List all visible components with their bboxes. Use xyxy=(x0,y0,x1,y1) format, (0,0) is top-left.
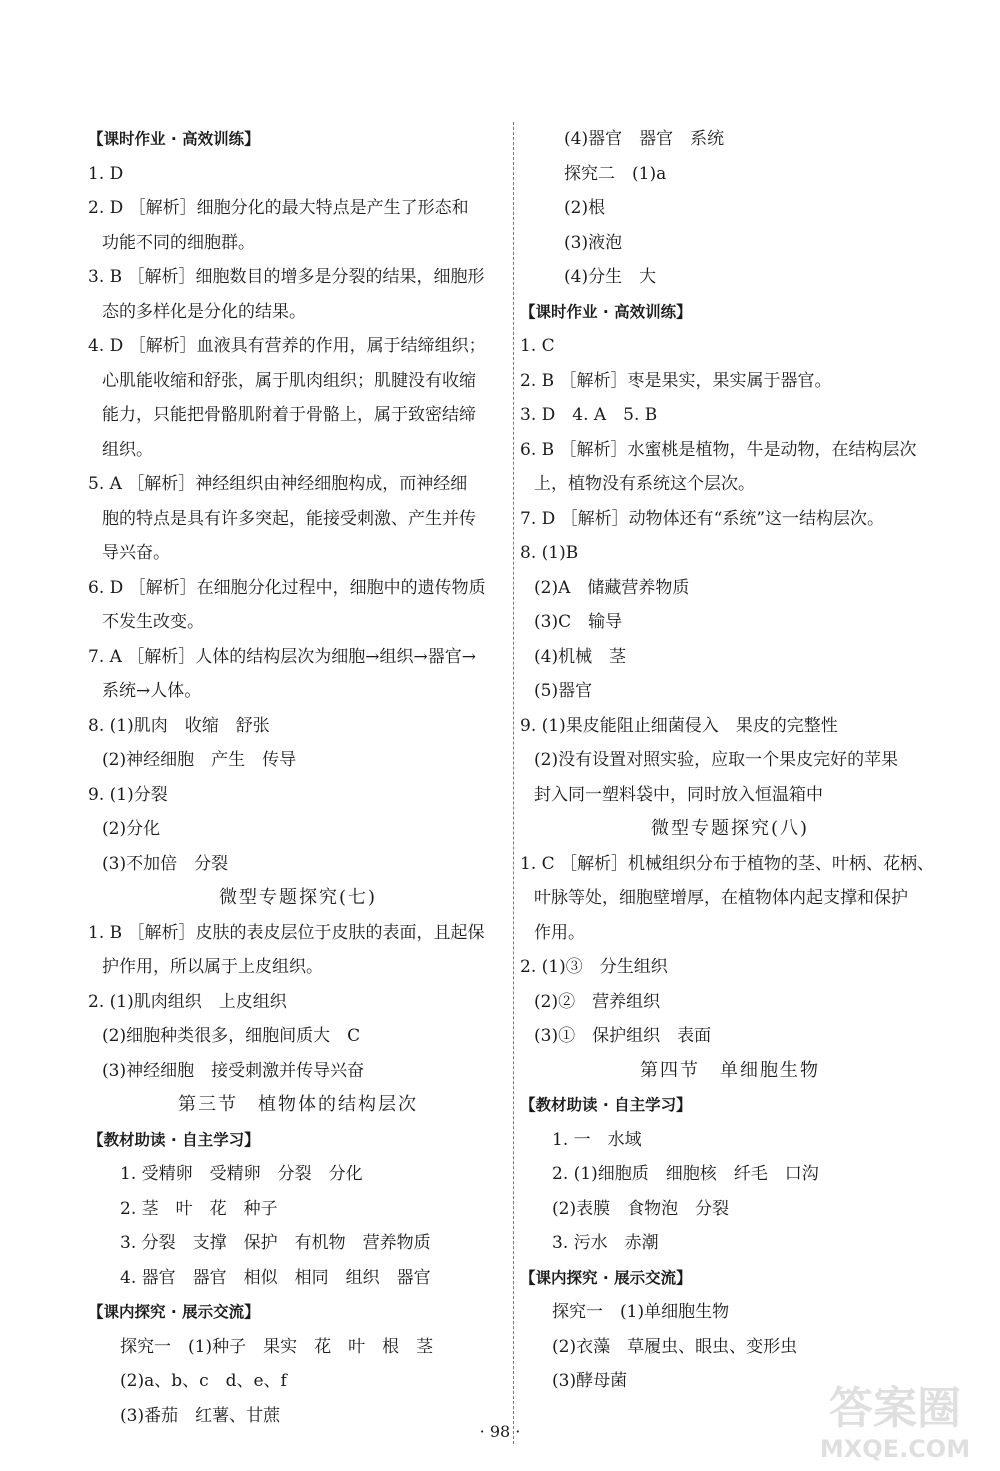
page-number: · 98 · xyxy=(479,1422,521,1441)
answer-line: 心肌能收缩和舒张，属于肌肉组织；肌腱没有收缩 xyxy=(102,370,476,391)
right-column xyxy=(520,122,940,1399)
answer-line: 系统→人体。 xyxy=(102,681,202,701)
answer-line: 8. (1)肌肉 收缩 舒张 xyxy=(88,715,270,736)
answer-line: 不发生改变。 xyxy=(102,612,204,632)
answer-line: 功能不同的细胞群。 xyxy=(102,232,255,253)
answer-line: 1. 受精卵 受精卵 分裂 分化 xyxy=(120,1164,363,1184)
answer-line: (3)① 保护组织 表面 xyxy=(534,1026,712,1046)
answer-line: (3)C 输导 xyxy=(534,612,623,632)
answer-line: 护作用，所以属于上皮组织。 xyxy=(102,957,323,977)
answer-line: 态的多样化是分化的结果。 xyxy=(102,301,306,322)
section-heading: 【教材助读 · 自主学习】 xyxy=(88,1130,260,1149)
answer-line: (4)机械 茎 xyxy=(534,646,627,667)
answer-line: 2. B ［解析］枣是果实，果实属于器官。 xyxy=(520,370,832,391)
section-heading: 【课时作业 · 高效训练】 xyxy=(520,302,692,321)
answer-line: 2. 茎 叶 花 种子 xyxy=(120,1198,278,1219)
answer-line: (2)表膜 食物泡 分裂 xyxy=(552,1198,730,1219)
answer-line: 3. 分裂 支撑 保护 有机物 营养物质 xyxy=(120,1233,431,1253)
section-heading: 【课内探究 · 展示交流】 xyxy=(88,1303,260,1321)
answer-line: 2. D ［解析］细胞分化的最大特点是产生了形态和 xyxy=(88,198,469,218)
answer-line: 1. 一 水域 xyxy=(552,1129,642,1150)
answer-line: 组织。 xyxy=(102,439,153,460)
answer-line: 探究一 (1)单细胞生物 xyxy=(552,1302,730,1322)
answer-line: 3. D 4. A 5. B xyxy=(520,405,658,425)
answer-line: (3)液泡 xyxy=(564,232,623,253)
answer-line: (2)a、b、c d、e、f xyxy=(120,1371,287,1391)
answer-line: 2. (1)细胞质 细胞核 纤毛 口沟 xyxy=(552,1164,819,1184)
answer-line: 5. A ［解析］神经组织由神经细胞构成，而神经细 xyxy=(88,474,468,494)
answer-line: 3. B ［解析］细胞数目的增多是分裂的结果，细胞形 xyxy=(88,267,485,287)
section-title: 第三节 植物体的结构层次 xyxy=(178,1094,418,1115)
answer-line: (4)器官 器官 系统 xyxy=(564,129,725,149)
answer-line: (3)神经细胞 接受刺激并传导兴奋 xyxy=(102,1060,365,1081)
answer-line: 1. D xyxy=(88,163,124,184)
answer-line: (2)细胞种类很多，细胞间质大 C xyxy=(102,1026,361,1046)
watermark-logo xyxy=(800,1375,990,1465)
answer-line: 7. D ［解析］动物体还有“系统”这一结构层次。 xyxy=(520,508,885,529)
answer-line: 9. (1)分裂 xyxy=(88,784,168,805)
watermark-url-text: MXQE.COM xyxy=(819,1435,971,1463)
answer-line: 作用。 xyxy=(534,922,585,943)
answer-line: 2. (1)③ 分生组织 xyxy=(520,957,668,977)
answer-line: 导兴奋。 xyxy=(102,543,170,563)
watermark-logo-text: 答案圈 xyxy=(829,1383,961,1434)
answer-line: 1. C ［解析］机械组织分布于植物的茎、叶柄、花柄、 xyxy=(520,853,935,874)
section-heading: 【课时作业 · 高效训练】 xyxy=(88,130,260,148)
answer-line: 7. A ［解析］人体的结构层次为细胞→组织→器官→ xyxy=(88,646,477,667)
answer-line: (3)酵母菌 xyxy=(552,1371,628,1391)
answer-line: 1. C xyxy=(520,336,555,356)
answer-line: 8. (1)B xyxy=(520,543,579,563)
answer-line: (2)神经细胞 产生 传导 xyxy=(102,750,297,770)
answer-line: (2)衣藻 草履虫、眼虫、变形虫 xyxy=(552,1336,798,1357)
answer-line: 2. (1)肌肉组织 上皮组织 xyxy=(88,991,287,1012)
answer-line: 探究二 (1)a xyxy=(564,163,667,184)
answer-line: (2)没有设置对照实验，应取一个果皮完好的苹果 xyxy=(534,750,899,770)
left-column xyxy=(88,122,508,1433)
answer-line: (2)分化 xyxy=(102,819,161,839)
answer-line: 6. D ［解析］在细胞分化过程中，细胞中的遗传物质 xyxy=(88,577,486,598)
answer-line: (4)分生 大 xyxy=(564,267,657,287)
section-title: 微型专题探究(七) xyxy=(218,887,378,908)
answer-line: 3. 污水 赤潮 xyxy=(552,1233,659,1253)
answer-line: 叶脉等处，细胞壁增厚，在植物体内起支撑和保护 xyxy=(534,888,908,908)
section-heading: 【教材助读 · 自主学习】 xyxy=(520,1096,692,1114)
answer-line: 能力，只能把骨骼肌附着于骨骼上，属于致密结缔 xyxy=(102,405,476,425)
column-divider xyxy=(513,122,514,1444)
answer-line: 4. D ［解析］血液具有营养的作用，属于结缔组织； xyxy=(88,336,486,356)
answer-line: 胞的特点是具有许多突起，能接受刺激、产生并传 xyxy=(102,508,476,529)
answer-line: 9. (1)果皮能阻止细菌侵入 果皮的完整性 xyxy=(520,715,838,736)
section-title: 第四节 单细胞生物 xyxy=(640,1059,820,1081)
section-heading: 【课内探究 · 展示交流】 xyxy=(520,1268,692,1287)
answer-line: 1. B ［解析］皮肤的表皮层位于皮肤的表面，且起保 xyxy=(88,922,485,943)
answer-line: 上，植物没有系统这个层次。 xyxy=(534,474,755,494)
answer-line: (2)根 xyxy=(564,198,606,218)
answer-line: 探究一 (1)种子 果实 花 叶 根 茎 xyxy=(120,1336,434,1357)
answer-line: (2)A 储藏营养物质 xyxy=(534,577,690,598)
answer-line: 4. 器官 器官 相似 相同 组织 器官 xyxy=(120,1267,431,1288)
answer-line: (5)器官 xyxy=(534,681,593,701)
answer-line: 封入同一塑料袋中，同时放入恒温箱中 xyxy=(534,784,823,805)
answer-line: (3)番茄 红薯、甘蔗 xyxy=(120,1405,281,1426)
answer-line: 6. B ［解析］水蜜桃是植物，牛是动物，在结构层次 xyxy=(520,439,917,460)
answer-line: (2)② 营养组织 xyxy=(534,991,661,1012)
answer-line: (3)不加倍 分裂 xyxy=(102,853,229,874)
section-title: 微型专题探究(八) xyxy=(650,818,810,839)
